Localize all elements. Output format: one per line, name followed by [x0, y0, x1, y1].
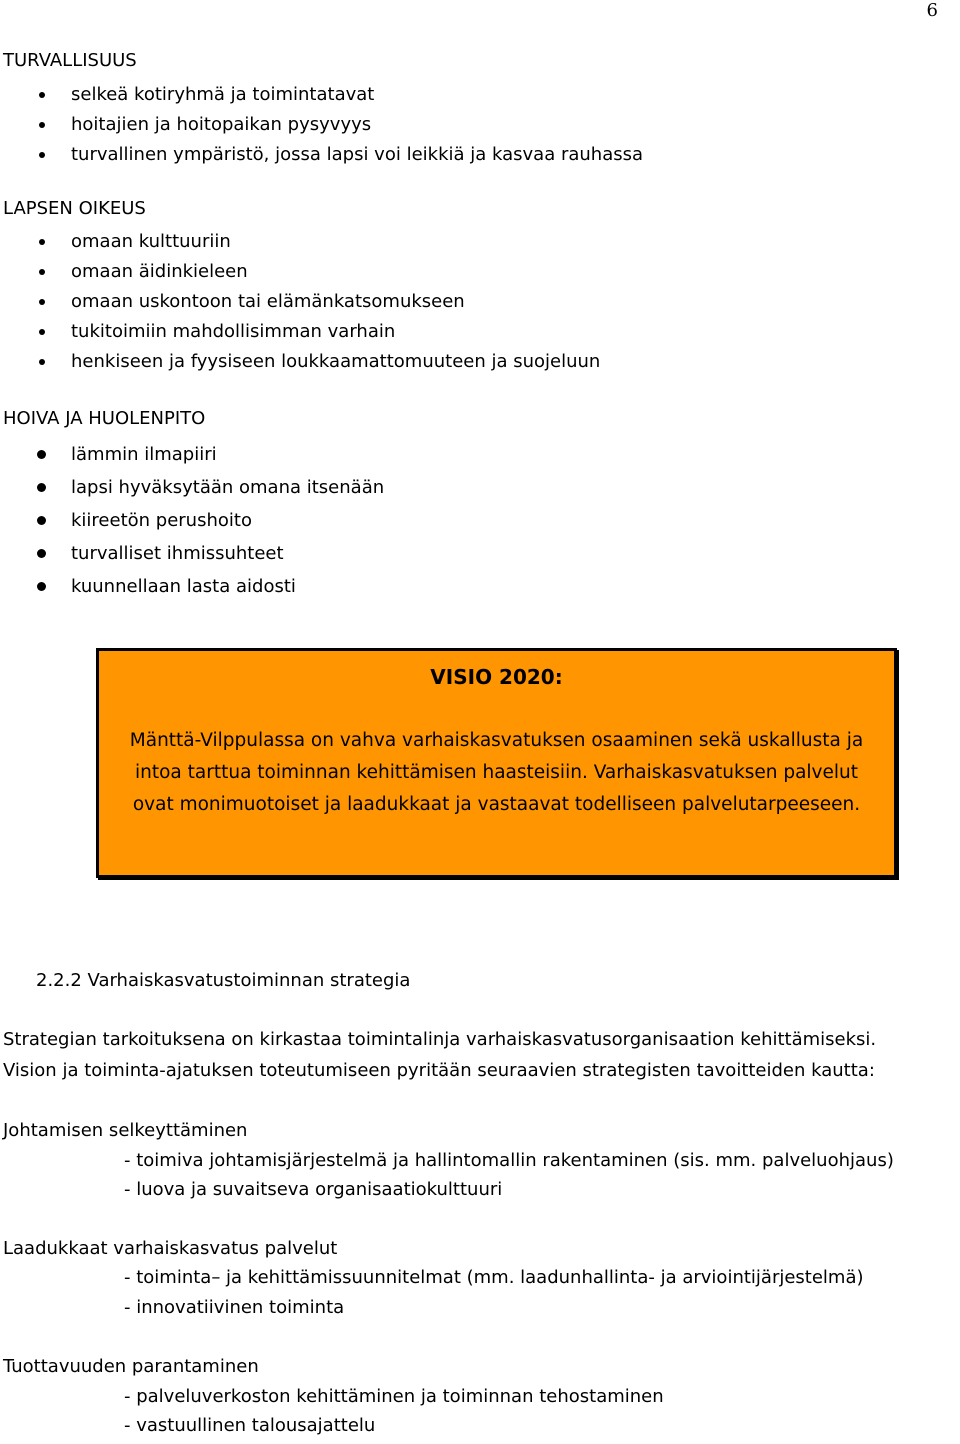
goal-item: - vastuullinen talousajattelu: [124, 1415, 376, 1436]
goal-item: - palveluverkoston kehittäminen ja toiminnan tehostaminen: [124, 1386, 664, 1407]
goal-title-laadukkaat-palvelut: Laadukkaat varhaiskasvatus palvelut: [3, 1238, 338, 1259]
vision-title: VISIO 2020:: [430, 665, 563, 689]
list-item: hoitajien ja hoitopaikan pysyvyys: [0, 110, 643, 140]
list-item: omaan uskontoon tai elämänkatsomukseen: [0, 287, 600, 317]
goal-item: - innovatiivinen toiminta: [124, 1297, 345, 1318]
bullet-list-lapsen-oikeus: [0, 227, 600, 377]
goal-item: - toimiva johtamisjärjestelmä ja hallintomallin rakentaminen (sis. mm. palveluohjaus): [124, 1150, 894, 1171]
strategy-intro-2: Vision ja toiminta-ajatuksen toteutumiseen pyritään seuraavien strategisten tavoitteiden kautta:: [3, 1060, 875, 1081]
list-item: lapsi hyväksytään omana itsenään: [0, 471, 384, 504]
list-item: henkiseen ja fyysiseen loukkaamattomuuteen ja suojeluun: [0, 347, 600, 377]
section-title-strategy: 2.2.2 Varhaiskasvatustoiminnan strategia: [36, 970, 411, 991]
list-item: omaan kulttuuriin: [0, 227, 600, 257]
list-item: turvallinen ympäristö, jossa lapsi voi leikkiä ja kasvaa rauhassa: [0, 140, 643, 170]
goal-item: - toiminta– ja kehittämissuunnitelmat (mm. laadunhallinta- ja arviointijärjestelmä): [124, 1267, 864, 1288]
list-item: lämmin ilmapiiri: [0, 438, 384, 471]
list-item: kuunnellaan lasta aidosti: [0, 570, 384, 603]
strategy-intro-1: Strategian tarkoituksena on kirkastaa toimintalinja varhaiskasvatusorganisaation kehittämiseksi.: [3, 1029, 877, 1050]
list-item: turvalliset ihmissuhteet: [0, 537, 384, 570]
list-item: omaan äidinkieleen: [0, 257, 600, 287]
goal-title-tuottavuus: Tuottavuuden parantaminen: [3, 1356, 259, 1377]
list-item: kiireetön perushoito: [0, 504, 384, 537]
page-number: 6: [926, 0, 938, 21]
section-heading-hoiva-ja-huolenpito: HOIVA JA HUOLENPITO: [3, 408, 206, 429]
list-item: selkeä kotiryhmä ja toimintatavat: [0, 80, 643, 110]
vision-text: Mänttä-Vilppulassa on vahva varhaiskasvatuksen osaaminen sekä uskallusta ja intoa tarttua toiminnan kehittämisen haasteisiin. Varhaiskasvatuksen palvelut ovat monimuotoiset ja laadukkaat ja vastaavat todelliseen palvelutarpeeseen.: [129, 730, 864, 815]
goal-item: - luova ja suvaitseva organisaatiokulttuuri: [124, 1179, 503, 1200]
bullet-list-hoiva-ja-huolenpito: [0, 438, 384, 603]
list-item: tukitoimiin mahdollisimman varhain: [0, 317, 600, 347]
goal-title-johtaminen: Johtamisen selkeyttäminen: [3, 1120, 248, 1141]
section-heading-turvallisuus: TURVALLISUUS: [3, 50, 137, 71]
section-heading-lapsen-oikeus: LAPSEN OIKEUS: [3, 198, 146, 219]
vision-box: [96, 648, 897, 878]
bullet-list-turvallisuus: [0, 80, 643, 170]
